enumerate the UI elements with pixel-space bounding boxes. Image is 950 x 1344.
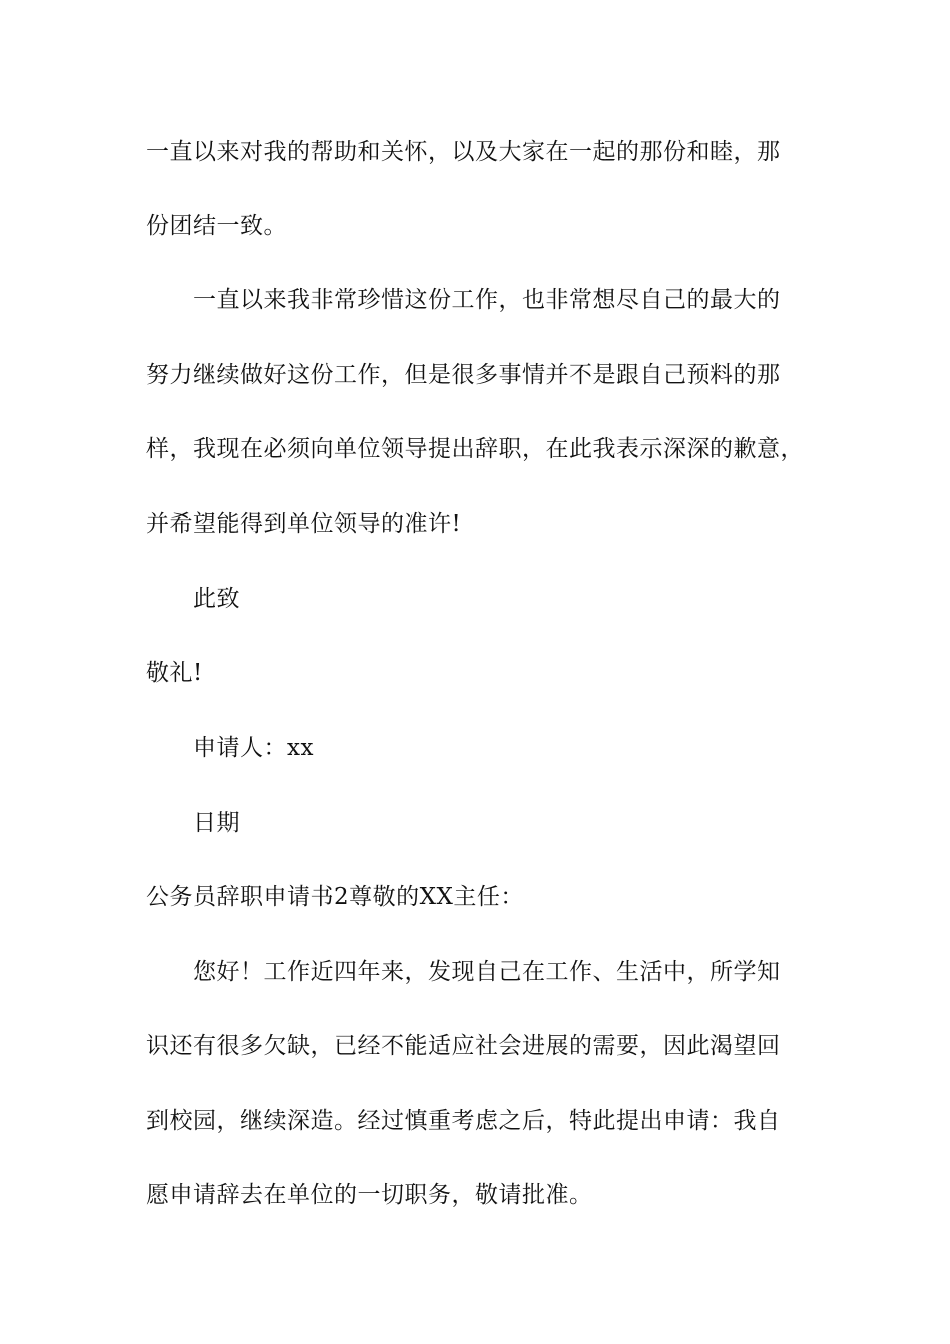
paragraph-line: 份团结一致。 — [146, 213, 287, 239]
paragraph-line: 一直以来我非常珍惜这份工作，也非常想尽自己的最大的 — [193, 287, 781, 313]
paragraph-line: 识还有很多欠缺，已经不能适应社会进展的需要，因此渴望回 — [146, 1033, 781, 1059]
applicant-signature: 申请人：xx — [193, 735, 314, 761]
section-heading: 公务员辞职申请书2尊敬的XX主任： — [146, 884, 524, 910]
paragraph-line: 并希望能得到单位领导的准许! — [146, 511, 462, 537]
paragraph-line: 一直以来对我的帮助和关怀，以及大家在一起的那份和睦，那 — [146, 139, 781, 165]
paragraph-line: 样，我现在必须向单位领导提出辞职，在此我表示深深的歉意， — [146, 436, 804, 462]
closing-salutation: 此致 — [193, 586, 240, 612]
closing-regards: 敬礼! — [146, 660, 203, 686]
paragraph-line: 到校园，继续深造。经过慎重考虑之后，特此提出申请：我自 — [146, 1108, 781, 1134]
date-label: 日期 — [193, 810, 240, 836]
paragraph-line: 愿申请辞去在单位的一切职务，敬请批准。 — [146, 1182, 593, 1208]
paragraph-line: 努力继续做好这份工作，但是很多事情并不是跟自己预料的那 — [146, 362, 781, 388]
paragraph-line: 您好！工作近四年来，发现自己在工作、生活中，所学知 — [193, 959, 781, 985]
